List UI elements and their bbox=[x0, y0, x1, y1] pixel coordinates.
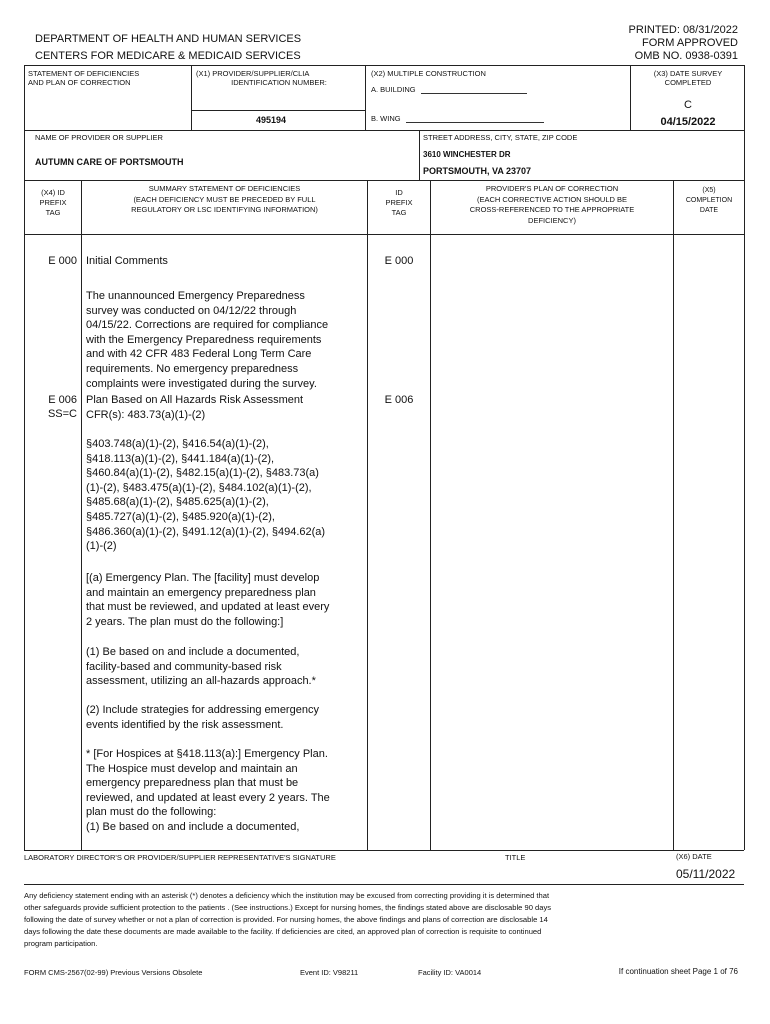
omb-number: OMB NO. 0938-0391 bbox=[634, 50, 738, 62]
printed-date: PRINTED: 08/31/2022 bbox=[628, 24, 738, 36]
asterisk-footnote: Any deficiency statement ending with an asterisk (*) denotes a deficiency which the institution may be excused from correcting providing it is determined that other safeguards provide sufficient protection to the patients . (See instructions.) Except for nursing homes, the findings stated above are disclosable 90 days following the date of survey whether or not a plan of correction is provided. For nursing homes, the above findings and plans of correction are disclosable 14 days following the date these documents are made available to the facility. If deficiencies are cited, an approved plan of correction is requisite to continued program participation. bbox=[24, 891, 552, 948]
form-number: FORM CMS-2567(02-99) Previous Versions Obsolete bbox=[24, 968, 203, 977]
plan-header: PROVIDER'S PLAN OF CORRECTION (EACH CORRECTIVE ACTION SHOULD BE CROSS-REFERENCED TO THE APPROPRIATE DEFICIENCY) bbox=[469, 184, 635, 225]
summary-header: SUMMARY STATEMENT OF DEFICIENCIES (EACH DEFICIENCY MUST BE PRECEDED BY FULL REGULATORY OR LSC IDENTIFYING INFORMATION) bbox=[131, 184, 318, 214]
strategies-paragraph: (2) Include strategies for addressing emergency events identified by the risk assessment. bbox=[86, 704, 319, 731]
street-address: 3610 WINCHESTER DR bbox=[423, 150, 511, 159]
statement-label: STATEMENT OF DEFICIENCIES AND PLAN OF CORRECTION bbox=[28, 69, 140, 87]
x4-header: (X4) ID PREFIX TAG bbox=[39, 188, 67, 217]
x2-label: (X2) MULTIPLE CONSTRUCTION bbox=[371, 69, 486, 78]
x6-date-label: (X6) DATE bbox=[676, 852, 712, 861]
initial-comments-heading: Initial Comments bbox=[86, 255, 168, 267]
e006-title: Plan Based on All Hazards Risk Assessment CFR(s): 483.73(a)(1)-(2) bbox=[86, 394, 304, 421]
signature-date: 05/11/2022 bbox=[676, 867, 736, 881]
facility-id: Facility ID: VA0014 bbox=[418, 968, 482, 977]
building-field: A. BUILDING bbox=[371, 85, 527, 94]
survey-date: 04/15/2022 bbox=[660, 116, 716, 128]
provider-name-label: NAME OF PROVIDER OR SUPPLIER bbox=[35, 133, 163, 142]
address-label: STREET ADDRESS, CITY, STATE, ZIP CODE bbox=[423, 133, 578, 142]
tag-e000: E 000 bbox=[48, 255, 77, 267]
emergency-plan-paragraph: [(a) Emergency Plan. The [facility] must develop and maintain an emergency preparedness plan that must be reviewed, and updated at least every 2 years. The plan must do the following:] bbox=[86, 572, 330, 628]
tag-e006-severity: SS=C bbox=[47, 408, 77, 420]
survey-code: C bbox=[684, 99, 692, 111]
risk-assessment-paragraph: (1) Be based on and include a documented, facility-based and community-based risk assessment, utilizing an all-hazards approach.* bbox=[86, 646, 316, 688]
provider-name: AUTUMN CARE OF PORTSMOUTH bbox=[35, 157, 184, 167]
event-id: Event ID: V98211 bbox=[300, 968, 359, 977]
id-prefix-header: ID PREFIX TAG bbox=[385, 188, 413, 217]
provider-id-number: 495194 bbox=[256, 115, 287, 125]
x5-header: (X5) COMPLETION DATE bbox=[685, 187, 733, 214]
wing-field: B. WING bbox=[371, 114, 544, 123]
city-state-zip: PORTSMOUTH, VA 23707 bbox=[423, 166, 532, 176]
tag-e000-right: E 000 bbox=[384, 255, 414, 267]
page-number: If continuation sheet Page 1 of 76 bbox=[618, 967, 738, 976]
signature-label: LABORATORY DIRECTOR'S OR PROVIDER/SUPPLIER REPRESENTATIVE'S SIGNATURE bbox=[24, 853, 336, 862]
x1-label: (X1) PROVIDER/SUPPLIER/CLIA IDENTIFICATION NUMBER: bbox=[196, 69, 327, 87]
survey-paragraph: The unannounced Emergency Preparedness survey was conducted on 04/12/22 through 04/15/22. Corrections are required for compliance with the Emergency Preparedness requirements and with 42 CFR 483 Federal Long Term Care requirements. No emergency preparedness complaints were investigated during the survey. bbox=[86, 290, 329, 390]
centers-title: CENTERS FOR MEDICARE & MEDICAID SERVICES bbox=[35, 50, 301, 62]
form-approved: FORM APPROVED bbox=[642, 37, 738, 49]
tag-e006-right: E 006 bbox=[384, 394, 414, 406]
title-label: TITLE bbox=[505, 853, 526, 862]
tag-e006: E 006 bbox=[48, 394, 77, 406]
regulation-citations: §403.748(a)(1)-(2), §416.54(a)(1)-(2), §418.113(a)(1)-(2), §441.184(a)(1)-(2), §460.84(a)(1)-(2), §482.15(a)(1)-(2), §483.73(a) (1)-(2), §483.475(a)(1)-(2), §484.102(a)(1)-(2), §485.68(a)(1)-(2), §485.625(a)(1)-(2), §485.727(a)(1)-(2), §485.920(a)(1)-(2), §486.360(a)(1)-(2), §491.12(a)(1)-(2), §494.62(a) (1)-(2) bbox=[86, 438, 326, 553]
x3-label: (X3) DATE SURVEY COMPLETED bbox=[653, 69, 723, 87]
department-title: DEPARTMENT OF HEALTH AND HUMAN SERVICES bbox=[35, 33, 302, 45]
hospice-paragraph: * [For Hospices at §418.113(a):] Emergency Plan. The Hospice must develop and maintain an emergency preparedness plan that must be reviewed, and updated at least every 2 years. The plan must do the following: (1) Be based on and include a documented, bbox=[86, 748, 330, 833]
